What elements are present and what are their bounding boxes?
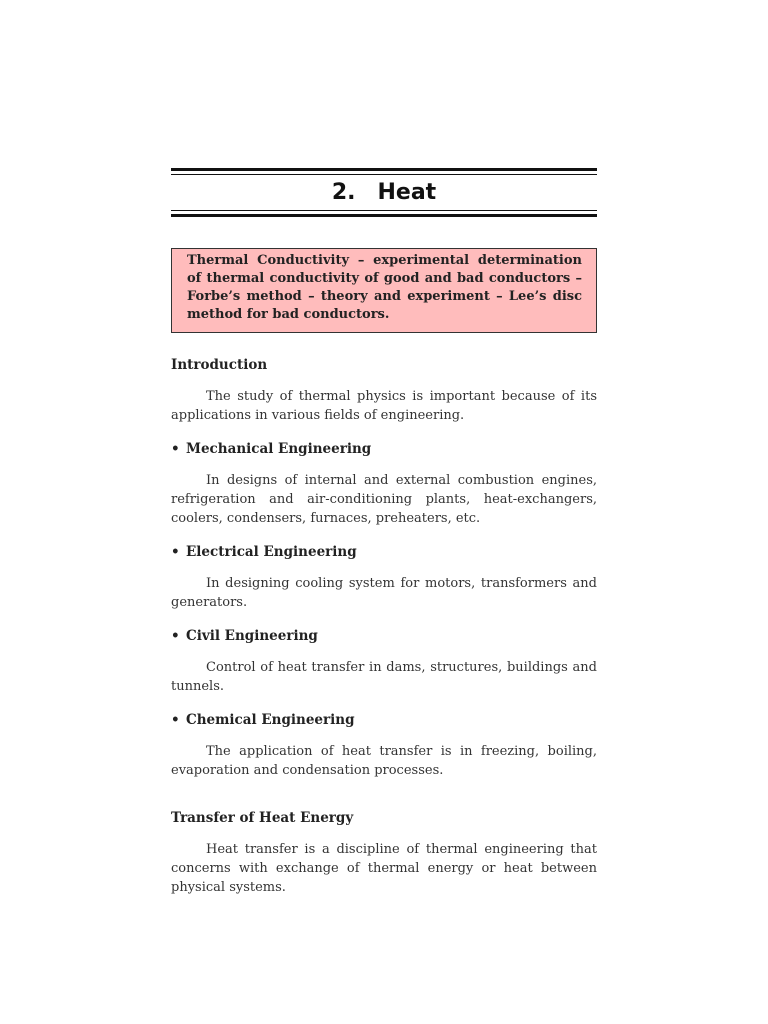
introduction-paragraph: The study of thermal physics is important because of its applications in various fields of engineering. <box>171 389 597 423</box>
field-paragraph-mechanical: In designs of internal and external combustion engines, refrigeration and air-conditioning plants, heat-exchangers, coolers, condensers, furnaces, preheaters, etc. <box>171 473 597 526</box>
bullet-icon: • <box>171 544 180 560</box>
page-content <box>171 168 597 897</box>
field-heading-chemical: • Chemical Engineering <box>171 712 355 728</box>
chapter-name: Heat <box>377 180 437 205</box>
field-paragraph-electrical: In designing cooling system for motors, transformers and generators. <box>171 576 597 610</box>
bullet-icon: • <box>171 628 180 644</box>
syllabus-box: Thermal Conductivity – experimental determination of thermal conductivity of good and bad conductors – Forbe’s method – theory and experiment – Lee’s disc method for bad conductors. <box>171 248 597 333</box>
field-heading-electrical: • Electrical Engineering <box>171 544 357 560</box>
bullet-icon: • <box>171 712 180 728</box>
introduction-heading: Introduction <box>171 357 268 373</box>
field-paragraph-civil: Control of heat transfer in dams, structures, buildings and tunnels. <box>171 660 597 694</box>
field-paragraph-chemical: The application of heat transfer is in freezing, boiling, evaporation and condensation processes. <box>171 744 597 778</box>
chapter-number: 2. <box>331 180 356 205</box>
transfer-paragraph: Heat transfer is a discipline of thermal engineering that concerns with exchange of thermal energy or heat between physical systems. <box>171 842 597 895</box>
bullet-icon: • <box>171 441 180 457</box>
field-heading-mechanical: • Mechanical Engineering <box>171 441 372 457</box>
field-heading-civil: • Civil Engineering <box>171 628 318 644</box>
title-rule-top <box>171 168 597 175</box>
transfer-heading: Transfer of Heat Energy <box>171 810 354 826</box>
title-rule-bottom <box>171 210 597 217</box>
chapter-title <box>171 176 597 210</box>
